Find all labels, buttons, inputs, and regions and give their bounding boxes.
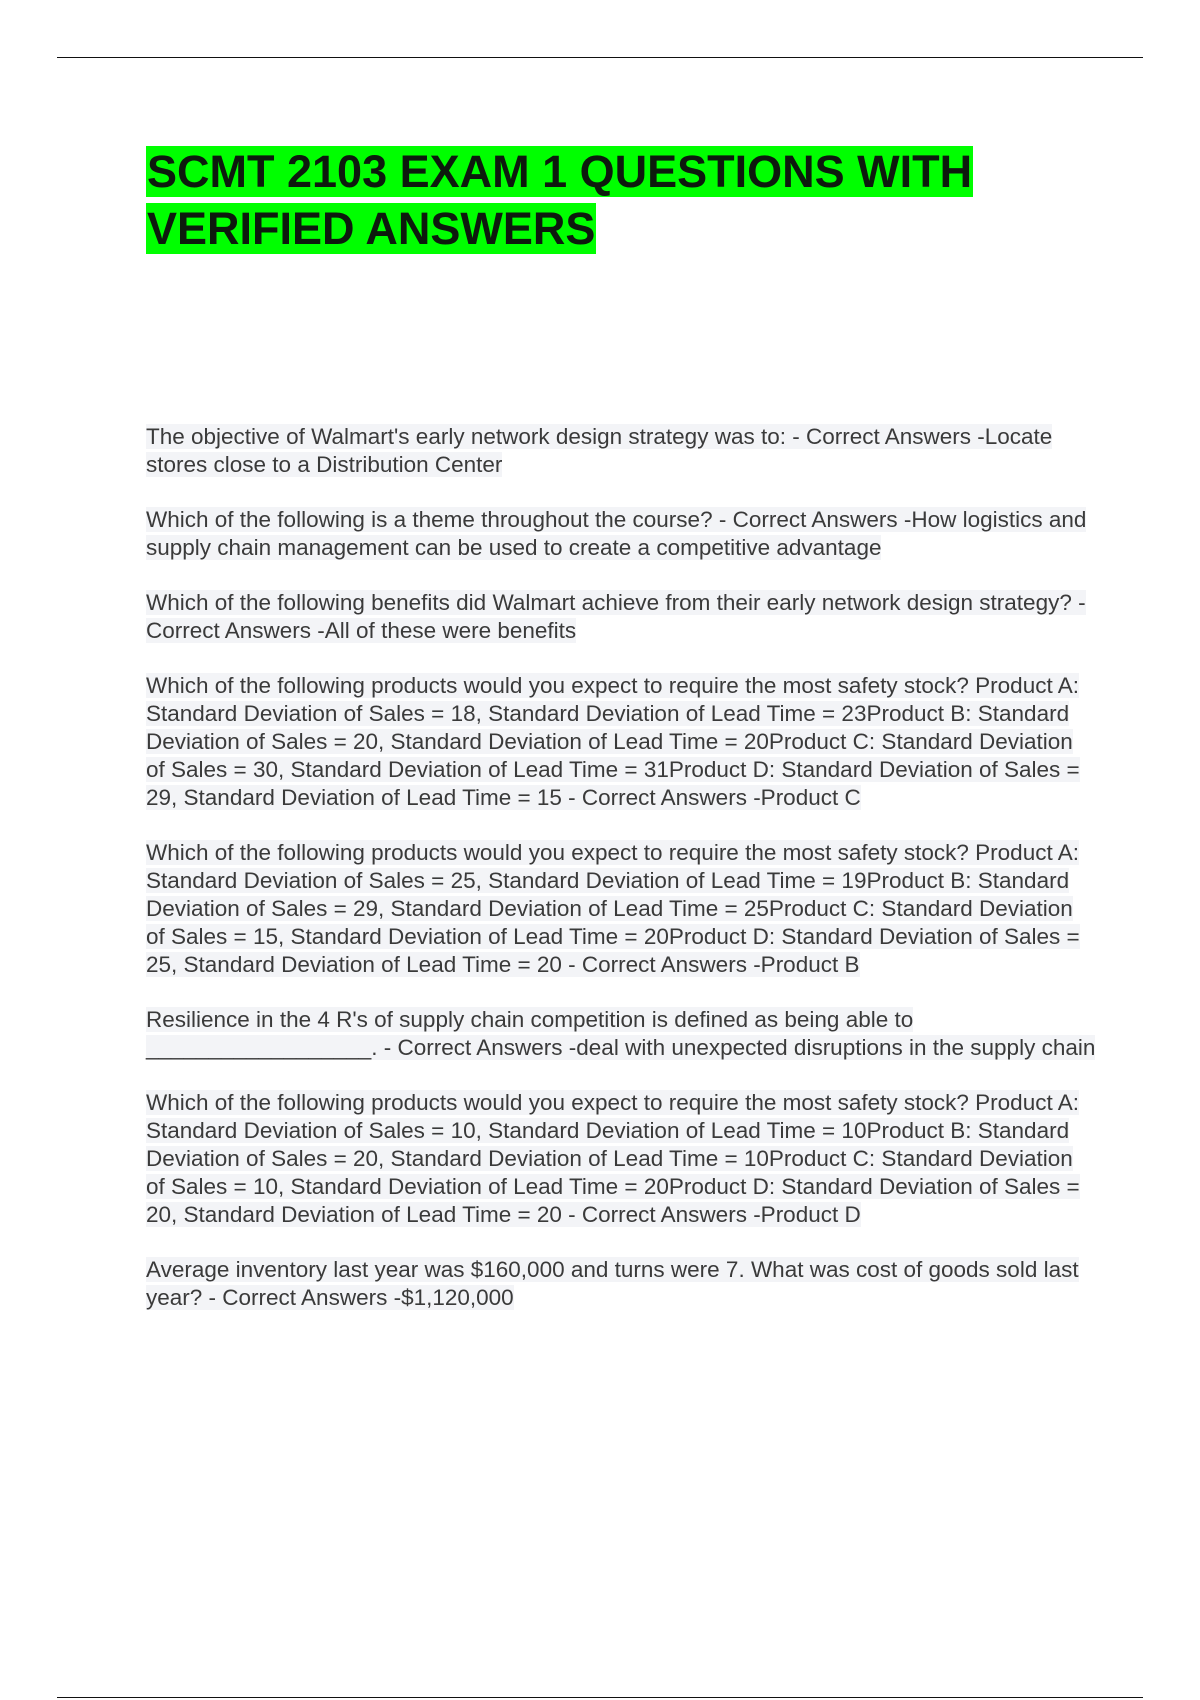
title-highlight: SCMT 2103 EXAM 1 QUESTIONS WITH VERIFIED ANSWERS (147, 146, 973, 254)
header-rule (57, 57, 1143, 58)
qa-text: Which of the following products would you expect to require the most safety stock? Product A: Standard Deviation of Sales = 10, Standard Deviation of Lead Time = 10Product B: Standard Deviation of Sales = 20, Standard Deviation of Lead Time = 10Product C: Standard Deviation of Sales = 10, Standard Deviation of Lead Time = 20Product D: Standard Deviation of Sales = 20, Standard Deviation of Lead Time = 20 - Correct Answers -Product D (146, 1090, 1080, 1227)
qa-list (146, 423, 1096, 1339)
page-title (146, 143, 1076, 257)
qa-item (146, 589, 1096, 645)
footer-rule (57, 1697, 1143, 1698)
qa-text: The objective of Walmart's early network design strategy was to: - Correct Answers -Locate stores close to a Distribution Center (146, 424, 1053, 477)
qa-text: Which of the following benefits did Walmart achieve from their early network design strategy? - Correct Answers -All of these were benefits (146, 590, 1086, 643)
qa-item (146, 423, 1096, 479)
qa-item (146, 1089, 1096, 1229)
qa-text: Which of the following products would you expect to require the most safety stock? Product A: Standard Deviation of Sales = 18, Standard Deviation of Lead Time = 23Product B: Standard Deviation of Sales = 20, Standard Deviation of Lead Time = 20Product C: Standard Deviation of Sales = 30, Standard Deviation of Lead Time = 31Product D: Standard Deviation of Sales = 29, Standard Deviation of Lead Time = 15 - Correct Answers -Product C (146, 673, 1080, 810)
qa-item (146, 672, 1096, 812)
qa-text: Which of the following is a theme throughout the course? - Correct Answers -How logistics and supply chain management can be used to create a competitive advantage (146, 507, 1087, 560)
qa-text: Which of the following products would you expect to require the most safety stock? Product A: Standard Deviation of Sales = 25, Standard Deviation of Lead Time = 19Product B: Standard Deviation of Sales = 29, Standard Deviation of Lead Time = 25Product C: Standard Deviation of Sales = 15, Standard Deviation of Lead Time = 20Product D: Standard Deviation of Sales = 25, Standard Deviation of Lead Time = 20 - Correct Answers -Product B (146, 840, 1080, 977)
qa-item (146, 1256, 1096, 1312)
qa-item (146, 506, 1096, 562)
qa-text: Resilience in the 4 R's of supply chain competition is defined as being able to __________________. - Correct Answers -deal with unexpected disruptions in the supply chain (146, 1007, 1096, 1060)
qa-item (146, 1006, 1096, 1062)
qa-text: Average inventory last year was $160,000 and turns were 7. What was cost of goods sold last year? - Correct Answers -$1,120,000 (146, 1257, 1079, 1310)
qa-item (146, 839, 1096, 979)
